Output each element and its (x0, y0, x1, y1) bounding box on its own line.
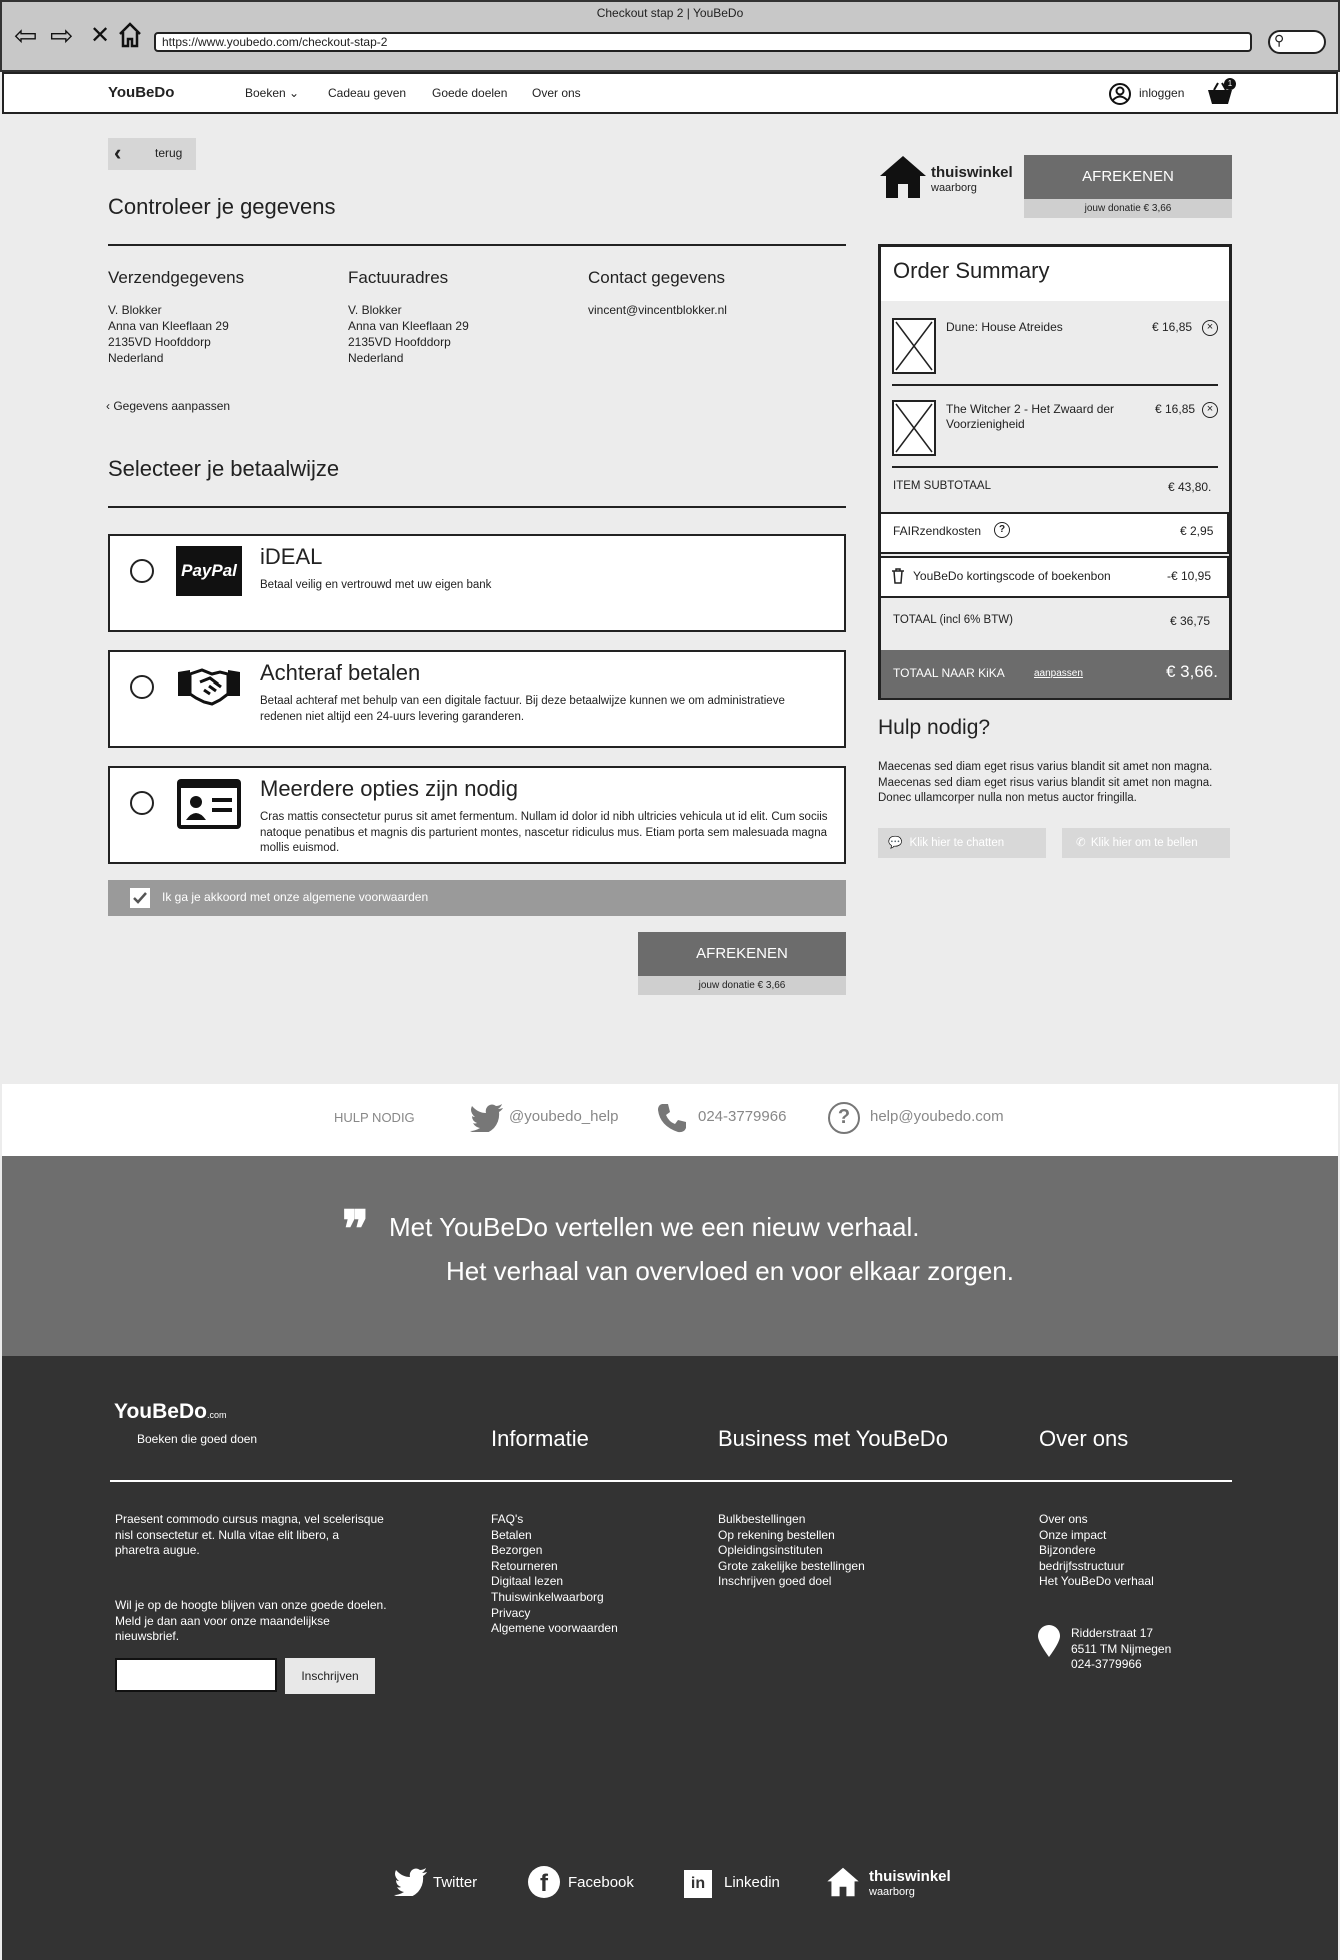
checkmark-icon (132, 890, 148, 906)
handshake-icon (176, 660, 242, 715)
order-summary (878, 244, 1232, 700)
product-image-placeholder (892, 318, 936, 374)
item-price: € 16,85 (1155, 402, 1196, 416)
footer-link[interactable]: Opleidingsinstituten (718, 1543, 823, 1558)
contact-email: vincent@vincentblokker.nl (588, 303, 727, 317)
twitter-link[interactable]: Twitter (433, 1874, 478, 1891)
call-button[interactable]: ✆ Klik hier om te bellen (1062, 828, 1230, 858)
back-button[interactable]: ‹ terug (108, 138, 196, 170)
terms-checkbox[interactable] (130, 888, 150, 908)
help-strip-label: HULP NODIG (334, 1110, 415, 1125)
footer-link[interactable]: Bulkbestellingen (718, 1512, 806, 1526)
chevron-left-icon: ‹ (106, 399, 110, 413)
twitter-handle[interactable]: @youbedo_help (509, 1108, 619, 1125)
radio-achteraf[interactable] (130, 675, 154, 699)
chevron-left-icon: ‹ (114, 140, 122, 165)
id-card-icon (176, 778, 242, 835)
footer-links-over-ons (1039, 1512, 1154, 1590)
help-email[interactable]: help@youbedo.com (870, 1108, 1004, 1125)
remove-item-icon[interactable]: × (1202, 320, 1218, 336)
site-logo[interactable]: YouBeDo (108, 84, 175, 101)
remove-item-icon[interactable]: × (1202, 402, 1218, 418)
site-header (2, 72, 1338, 114)
payment-desc-ideal: Betaal veilig en vertrouwd met uw eigen bank (260, 579, 492, 591)
facebook-link[interactable]: Facebook (568, 1874, 634, 1891)
checkout-button-bottom[interactable]: AFREKENEN (638, 932, 846, 976)
divider (108, 244, 846, 246)
footer-logo[interactable]: YouBeDo.com (114, 1400, 227, 1423)
cart-count-badge: 1 (1224, 78, 1236, 90)
donation-note-bottom: jouw donatie € 3,66 (638, 976, 846, 995)
back-arrow-icon[interactable]: ⇦ (14, 20, 38, 51)
nav-goede-doelen[interactable]: Goede doelen (432, 86, 508, 100)
discount-label[interactable]: YouBeDo kortingscode of boekenbon (913, 569, 1111, 583)
terms-label: Ik ga je akkoord met onze algemene voorwaarden (162, 890, 429, 904)
search-icon: ⚲ (1274, 32, 1285, 48)
order-summary-title: Order Summary (893, 258, 1050, 283)
chat-button[interactable]: 💬 Klik hier te chatten (878, 828, 1046, 858)
trust-name: thuiswinkel (931, 164, 1013, 181)
shipping-value: € 2,95 (1180, 524, 1214, 538)
subtotal-value: € 43,80. (1168, 480, 1212, 494)
subtotal-label: ITEM SUBTOTAAL (893, 480, 991, 492)
divider (110, 1480, 1232, 1482)
total-label: TOTAAL (incl 6% BTW) (893, 614, 1013, 626)
footer-link[interactable]: Inschrijven goed doel (718, 1574, 832, 1589)
nav-cadeau-geven[interactable]: Cadeau geven (328, 86, 407, 100)
discount-value: -€ 10,95 (1167, 569, 1212, 583)
nav-boeken[interactable]: Boeken ⌄ (245, 86, 300, 100)
location-pin-icon (1036, 1624, 1062, 1663)
close-icon[interactable]: ✕ (90, 22, 111, 49)
product-image-placeholder (892, 400, 936, 456)
total-value: € 36,75 (1170, 614, 1211, 628)
phone-icon (656, 1102, 688, 1139)
trust-sub: waarborg (931, 182, 977, 194)
divider (108, 506, 846, 508)
item-name[interactable]: Dune: House Atreides (946, 320, 1063, 334)
linkedin-link[interactable]: Linkedin (724, 1874, 780, 1891)
payment-desc-achteraf: Betaal achteraf met behulp van een digitale factuur. Bij deze betaalwijze kunnen we om administratieve redenen niet altijd een 24-uurs levering garanderen. (260, 695, 785, 723)
footer-tagline: Boeken die goed doen (137, 1432, 258, 1446)
footer-about: Praesent commodo cursus magna, vel scelerisque nisl consectetur et. Nulla vitae elit libero, a pharetra augue. (115, 1512, 384, 1558)
window-title: Checkout stap 2 | YouBeDo (596, 6, 744, 20)
footer-link[interactable]: bedrijfsstructuur (1039, 1558, 1125, 1573)
footer-link[interactable]: Het YouBeDo verhaal (1039, 1574, 1154, 1589)
footer-link[interactable]: Digitaal lezen (491, 1574, 564, 1589)
twitter-icon[interactable] (394, 1868, 428, 1901)
footer-col-title: Informatie (491, 1426, 589, 1451)
quote-line-1: Met YouBeDo vertellen we een nieuw verhaal. (389, 1212, 920, 1242)
phone-icon: ✆ (1076, 837, 1086, 849)
payment-title: Selecteer je betaalwijze (108, 456, 340, 481)
user-icon[interactable] (1108, 82, 1132, 111)
footer-address: Ridderstraat 17 6511 TM Nijmegen 024-3779966 (1071, 1626, 1172, 1672)
item-name[interactable]: The Witcher 2 - Het Zwaard der Voorzienigheid (946, 402, 1115, 431)
checkout-button-top[interactable]: AFREKENEN (1024, 155, 1232, 199)
help-text: Maecenas sed diam eget risus varius blandit sit amet non magna. Maecenas sed diam eget risus varius blandit sit amet non magna. Donec ullamcorper nulla non metus auctor fringilla. (878, 761, 1213, 804)
house-icon (878, 154, 928, 205)
donation-note-top: jouw donatie € 3,66 (1024, 199, 1232, 218)
forward-arrow-icon[interactable]: ⇨ (50, 20, 74, 51)
url-bar[interactable]: https://www.youbedo.com/checkout-stap-2 (154, 32, 1252, 52)
divider (892, 384, 1218, 386)
question-icon[interactable]: ? (994, 522, 1010, 538)
footer-link[interactable]: Privacy (491, 1605, 531, 1620)
shipping-heading: Verzendgegevens (108, 268, 245, 287)
contact-heading: Contact gegevens (588, 268, 726, 287)
footer-link[interactable]: Grote zakelijke bestellingen (718, 1558, 865, 1573)
payment-title-meerdere: Meerdere opties zijn nodig (260, 776, 519, 801)
footer-link[interactable]: FAQ's (491, 1512, 524, 1526)
help-icon: ? (828, 1102, 860, 1134)
shipping-address: V. Blokker Anna van Kleeflaan 29 2135VD Hoofddorp Nederland (108, 303, 229, 365)
nav-over-ons[interactable]: Over ons (532, 86, 581, 100)
linkedin-icon[interactable]: in (684, 1870, 712, 1898)
footer-link[interactable]: Betalen (491, 1527, 532, 1542)
footer-links-informatie (491, 1512, 618, 1637)
page-title: Controleer je gegevens (108, 194, 336, 219)
footer-link[interactable]: Algemene voorwaarden (491, 1621, 618, 1636)
house-icon (826, 1866, 860, 1903)
charity-label: TOTAAL NAAR KiKA (893, 666, 1005, 680)
footer-col-title: Over ons (1039, 1426, 1129, 1451)
payment-desc-meerdere: Cras mattis consectetur purus sit amet fermentum. Nullam id dolor id nibh ultricies vehicula ut id elit. Cum sociis natoque penatibus et magnis dis parturient montes, nascetur ridiculus mus. Etiam porta sem malesuada magna mollis euismod. (260, 811, 828, 854)
facebook-icon[interactable]: f (528, 1866, 560, 1898)
billing-heading: Factuuradres (348, 268, 449, 287)
divider (892, 466, 1218, 468)
trash-icon[interactable] (891, 568, 905, 589)
footer-links-business (718, 1512, 865, 1590)
home-icon[interactable] (118, 22, 142, 53)
footer-trust-name: thuiswinkel (869, 1868, 951, 1885)
paypal-logo: PayPal (176, 546, 242, 596)
shipping-label: FAIRzendkosten (893, 524, 982, 538)
help-title: Hulp nodig? (878, 716, 991, 739)
quote-line-2: Het verhaal van overvloed en voor elkaar zorgen. (446, 1256, 1014, 1286)
footer-link[interactable]: Bezorgen (491, 1543, 543, 1558)
footer-col-title: Business met YouBeDo (718, 1426, 948, 1451)
radio-ideal[interactable] (130, 559, 154, 583)
item-price: € 16,85 (1152, 320, 1193, 334)
footer-link[interactable]: Over ons (1039, 1512, 1088, 1526)
footer-newsletter-text: Wil je op de hoogte blijven van onze goede doelen. Meld je dan aan voor onze maandelijkse nieuwsbrief. (115, 1598, 387, 1644)
newsletter-email-input[interactable] (115, 1658, 277, 1692)
browser-search[interactable] (1268, 30, 1326, 54)
footer-link[interactable]: Onze impact (1039, 1527, 1107, 1542)
twitter-icon (470, 1104, 504, 1137)
payment-title-ideal: iDEAL (260, 544, 323, 569)
footer-link[interactable]: Thuiswinkelwaarborg (491, 1589, 604, 1604)
terms-bar[interactable] (108, 880, 846, 916)
charity-edit-link[interactable]: aanpassen (1034, 668, 1083, 679)
radio-meerdere[interactable] (130, 791, 154, 815)
payment-title-achteraf: Achteraf betalen (260, 660, 421, 685)
footer-link[interactable]: Retourneren (491, 1558, 558, 1573)
phone-number[interactable]: 024-3779966 (698, 1108, 787, 1125)
login-link[interactable]: inloggen (1139, 86, 1185, 100)
footer-trust-sub: waarborg (869, 1886, 915, 1898)
charity-value: € 3,66. (1166, 662, 1218, 681)
footer-link[interactable]: Op rekening bestellen (718, 1527, 835, 1542)
footer-link[interactable]: Bijzondere (1039, 1543, 1096, 1558)
edit-details-link[interactable]: ‹ Gegevens aanpassen (106, 399, 231, 413)
chat-icon: 💬 (888, 837, 903, 849)
billing-address: V. Blokker Anna van Kleeflaan 29 2135VD Hoofddorp Nederland (348, 303, 469, 365)
subscribe-button[interactable]: Inschrijven (285, 1658, 375, 1694)
quote-icon: ❞ (342, 1199, 369, 1258)
chevron-down-icon: ⌄ (289, 86, 300, 100)
